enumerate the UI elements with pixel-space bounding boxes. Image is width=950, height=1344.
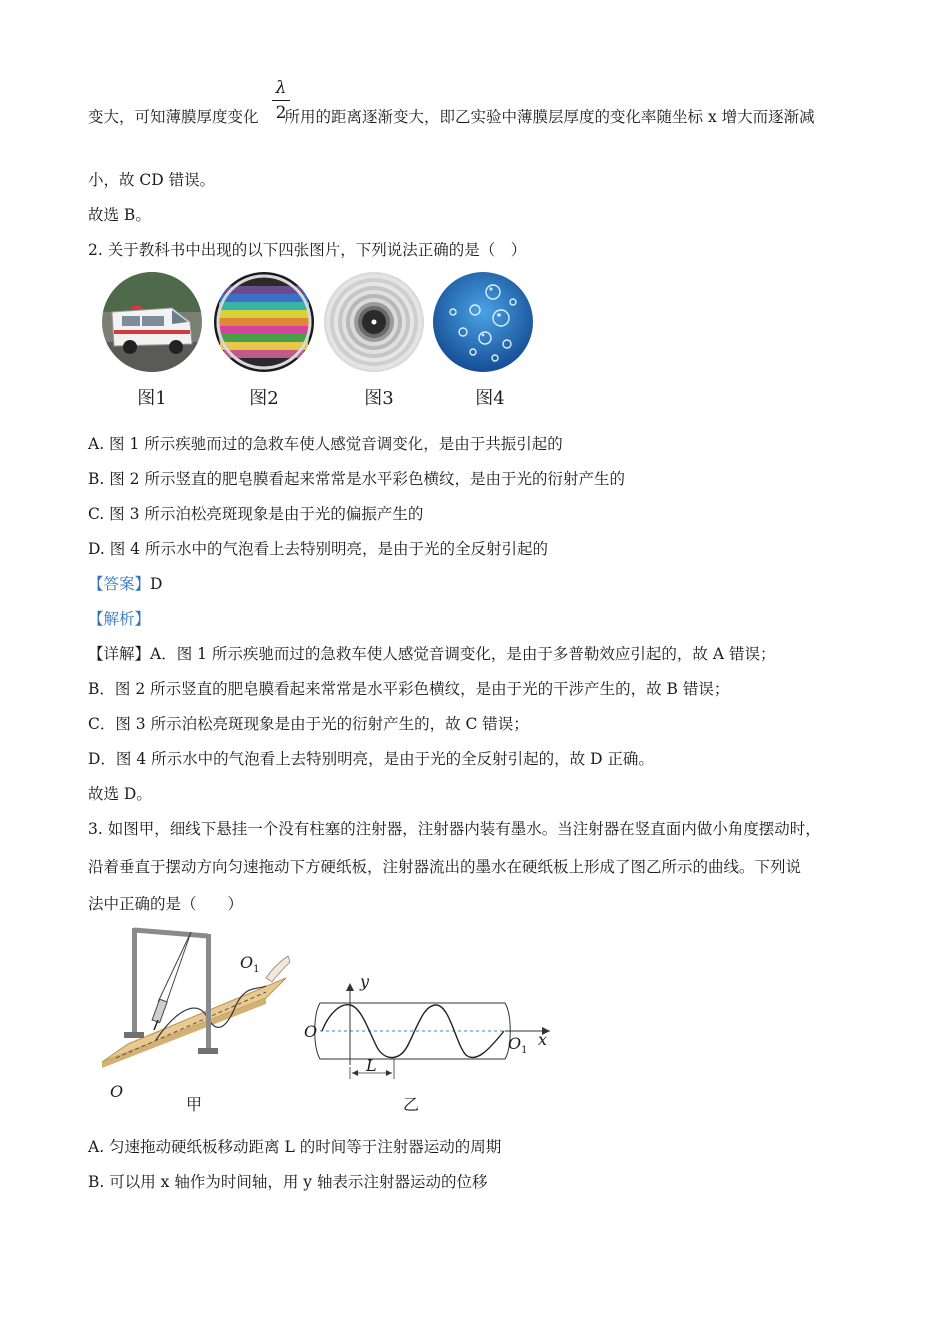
- question-3-stem-1: 3. 如图甲，细线下悬挂一个没有柱塞的注射器，注射器内装有墨水。当注射器在竖直面内做小角度摆动时，: [88, 820, 821, 838]
- label-o: O: [110, 1082, 124, 1101]
- detail-line-c: C．图 3 所示泊松亮斑现象是由于光的衍射产生的，故 C 错误；: [88, 715, 529, 733]
- label-o-left: O: [304, 1022, 318, 1041]
- analysis-tag: 【解析】: [88, 610, 151, 628]
- figure-jia-apparatus: [96, 920, 296, 1090]
- option-d: D. 图 4 所示水中的气泡看上去特别明亮，是由于光的全反射引起的: [88, 540, 548, 558]
- detail-conclusion: 故选 D。: [88, 785, 152, 803]
- figure-4-caption: 图4: [475, 388, 505, 409]
- fraction-bar: [272, 100, 290, 101]
- figure-1-caption: 图1: [137, 388, 167, 409]
- figure-3-poisson-spot-image: [324, 272, 424, 372]
- detail-line-b: B．图 2 所示竖直的肥皂膜看起来常常是水平彩色横纹，是由于光的干涉产生的，故 B 错误；: [88, 680, 730, 698]
- text-line: 小，故 CD 错误。: [88, 171, 216, 189]
- figure-2-soap-film-image: [214, 272, 314, 372]
- answer-value: D: [150, 575, 163, 593]
- figure-2-caption: 图2: [249, 388, 279, 409]
- answer-tag: 【答案】: [88, 575, 151, 593]
- label-o1: $O_1$: [240, 953, 260, 976]
- option-b: B. 图 2 所示竖直的肥皂膜看起来常常是水平彩色横纹，是由于光的衍射产生的: [88, 470, 625, 488]
- detail-tag: 【详解】: [88, 645, 151, 663]
- detail-line-a: 【详解】A．图 1 所示疾驰而过的急救车使人感觉音调变化，是由于多普勒效应引起的，故 A 错误；: [88, 645, 776, 663]
- option-a: A. 图 1 所示疾驰而过的急救车使人感觉音调变化，是由于共振引起的: [88, 435, 563, 453]
- option-c: C. 图 3 所示泊松亮斑现象是由于光的偏振产生的: [88, 505, 424, 523]
- figure-yi-caption: 乙: [403, 1095, 420, 1114]
- answer-line: [88, 574, 162, 594]
- label-o1-right: $O_1$: [508, 1034, 528, 1057]
- label-l: L: [366, 1056, 377, 1075]
- question-3-stem-3: 法中正确的是（ ）: [88, 895, 244, 913]
- fraction-denominator: 2: [275, 103, 287, 123]
- question-3-option-b: B. 可以用 x 轴作为时间轴，用 y 轴表示注射器运动的位移: [88, 1173, 488, 1191]
- figure-3-caption: 图3: [364, 388, 394, 409]
- fraction-lambda-over-2: [272, 78, 290, 123]
- fraction-numerator: λ: [275, 78, 287, 98]
- figure-4-bubbles-image: [433, 272, 533, 372]
- text-line: 故选 B。: [88, 206, 151, 224]
- figure-1-ambulance-image: [102, 272, 202, 372]
- detail-line-d: D．图 4 所示水中的气泡看上去特别明亮，是由于光的全反射引起的，故 D 正确。: [88, 750, 654, 768]
- label-y: y: [360, 972, 370, 991]
- label-x: x: [538, 1030, 548, 1049]
- question-3-option-a: A. 匀速拖动硬纸板移动距离 L 的时间等于注射器运动的周期: [88, 1138, 502, 1156]
- question-2-stem: 2. 关于教科书中出现的以下四张图片，下列说法正确的是（ ）: [88, 241, 527, 259]
- question-3-stem-2: 沿着垂直于摆动方向匀速拖动下方硬纸板，注射器流出的墨水在硬纸板上形成了图乙所示的曲线。下列说: [88, 858, 802, 876]
- text-line: 变大，可知薄膜厚度变化 所用的距离逐渐变大，即乙实验中薄膜层厚度的变化率随坐标 x 增大而逐渐减: [88, 108, 815, 126]
- figure-jia-caption: 甲: [186, 1095, 203, 1114]
- figure-yi-curve: [300, 975, 560, 1085]
